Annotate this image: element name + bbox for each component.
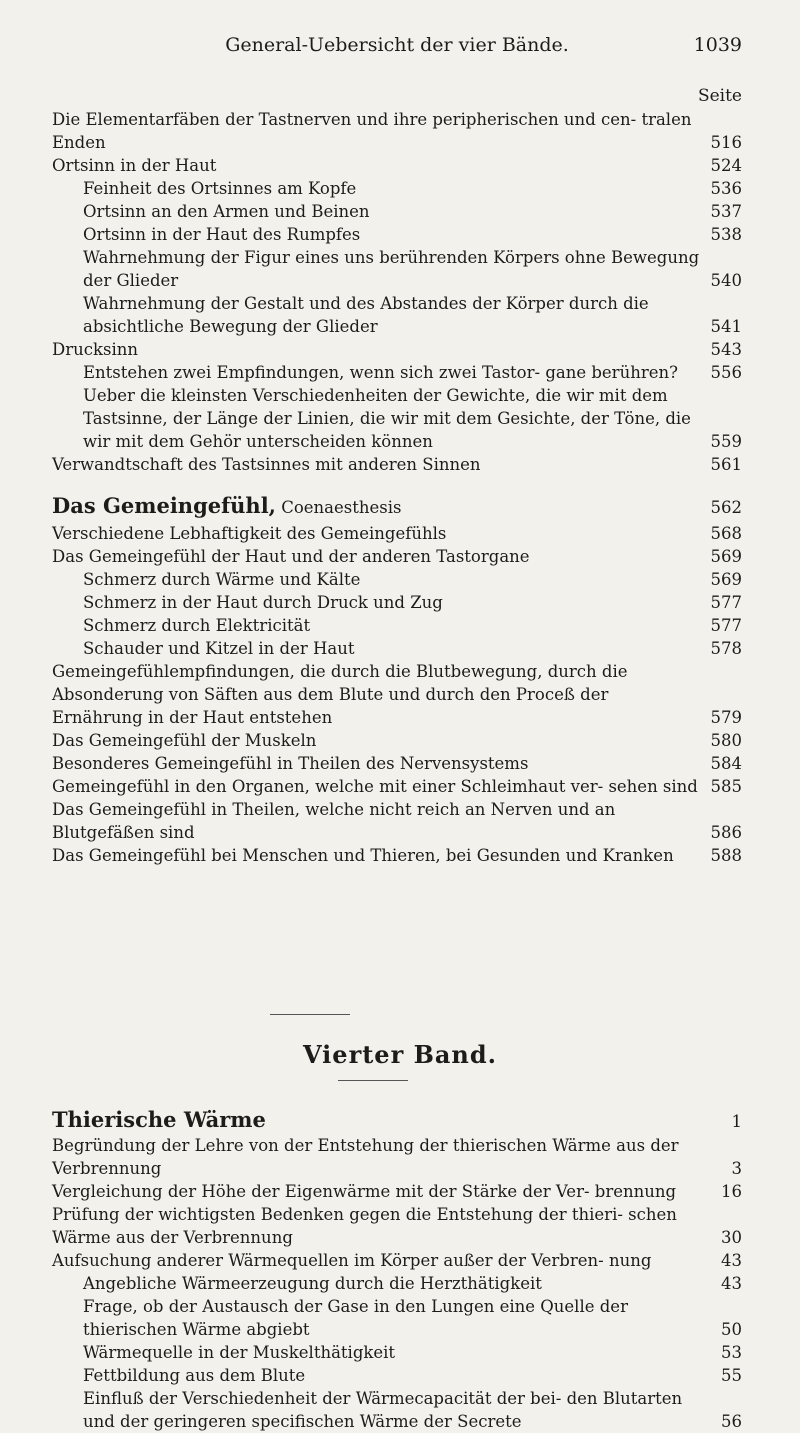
toc-entry xyxy=(52,637,742,660)
toc-entry-text: Besonderes Gemeingefühl in Theilen des Nervensystems xyxy=(52,754,529,773)
toc-entry-page: 578 xyxy=(710,639,742,658)
toc-entry-page: 577 xyxy=(710,593,742,612)
toc-entry xyxy=(52,1387,742,1433)
section-page: 1 xyxy=(731,1112,742,1131)
toc-entry xyxy=(52,200,742,223)
toc-entry xyxy=(52,338,742,361)
toc-entry-text: Aufsuchung anderer Wärmequellen im Körper außer der Verbren- nung xyxy=(52,1251,652,1270)
toc-entry-text: Drucksinn xyxy=(52,340,138,359)
toc-entry xyxy=(52,591,742,614)
toc-entry-text: Entstehen zwei Empfindungen, wenn sich zwei Tastor- gane berühren? xyxy=(83,363,678,382)
toc-entry xyxy=(52,223,742,246)
toc-section-waerme-heading xyxy=(52,1107,742,1135)
toc-entry xyxy=(52,752,742,775)
toc-entry-text: Schmerz in der Haut durch Druck und Zug xyxy=(83,593,443,612)
toc-entry-page: 580 xyxy=(710,731,742,750)
toc-entry-text: Verwandtschaft des Tastsinnes mit anderen Sinnen xyxy=(52,455,481,474)
toc-entry xyxy=(52,775,742,798)
toc-entry-text: Einfluß der Verschiedenheit der Wärmecapacität der bei- den Blutarten und der geringeren specifischen Wärme der Secrete xyxy=(83,1389,683,1431)
toc-entry xyxy=(52,729,742,752)
toc-entry xyxy=(52,522,742,545)
toc-entry-text: Schmerz durch Elektricität xyxy=(83,616,311,635)
band-title: Vierter Band. xyxy=(302,1040,497,1069)
toc-entry-page: 538 xyxy=(710,225,742,244)
toc-entry-text: Ortsinn in der Haut xyxy=(52,156,217,175)
toc-entry-text: Die Elementarfäben der Tastnerven und ihre peripherischen und cen- tralen Enden xyxy=(52,110,692,152)
toc-entry-page: 50 xyxy=(721,1320,742,1339)
toc-entry-text: Wahrnehmung der Figur eines uns berührenden Körpers ohne Bewegung der Glieder xyxy=(83,248,700,290)
toc-entry-page: 541 xyxy=(710,317,742,336)
toc-entry-text: Wärmequelle in der Muskelthätigkeit xyxy=(83,1343,396,1362)
toc-entry-page: 579 xyxy=(710,708,742,727)
seite-label: Seite xyxy=(697,86,742,106)
toc-entry-text: Vergleichung der Höhe der Eigenwärme mit der Stärke der Ver- brennung xyxy=(52,1182,677,1201)
toc-entry xyxy=(52,177,742,200)
toc-entry-text: Ortsinn an den Armen und Beinen xyxy=(83,202,370,221)
toc-entry-page: 43 xyxy=(721,1251,742,1270)
toc-entry xyxy=(52,453,742,476)
toc-entry-page: 569 xyxy=(710,547,742,566)
running-header xyxy=(52,34,742,64)
toc-entry-text: Angebliche Wärmeerzeugung durch die Herzthätigkeit xyxy=(83,1274,542,1293)
toc-entry-page: 537 xyxy=(710,202,742,221)
toc-entry xyxy=(52,1272,742,1295)
section-heading: Das Gemeingefühl, xyxy=(52,493,276,518)
toc-entry-page: 584 xyxy=(710,754,742,773)
toc-section-gemeingefuehl xyxy=(52,522,742,867)
toc-entry-page: 43 xyxy=(721,1274,742,1293)
toc-entry-page: 16 xyxy=(721,1182,742,1201)
toc-section-tastsinn xyxy=(52,108,742,476)
toc-entry-page: 559 xyxy=(710,432,742,451)
toc-entry-text: Das Gemeingefühl in Theilen, welche nicht reich an Nerven und an Blutgefäßen sind xyxy=(52,800,616,842)
toc-entry-page: 585 xyxy=(710,777,742,796)
toc-entry-text: Das Gemeingefühl der Haut und der anderen Tastorgane xyxy=(52,547,530,566)
toc-entry xyxy=(52,361,742,384)
toc-entry-page: 524 xyxy=(710,156,742,175)
page-number: 1039 xyxy=(693,34,742,56)
toc-entry xyxy=(52,384,742,453)
toc-entry-page: 516 xyxy=(710,133,742,152)
toc-entry-page: 540 xyxy=(710,271,742,290)
toc-entry-text: Feinheit des Ortsinnes am Kopfe xyxy=(83,179,357,198)
toc-entry-page: 30 xyxy=(721,1228,742,1247)
running-title: General-Uebersicht der vier Bände. xyxy=(225,34,569,56)
section-heading: Thierische Wärme xyxy=(52,1107,266,1132)
toc-entry xyxy=(52,1341,742,1364)
toc-entry-page: 536 xyxy=(710,179,742,198)
toc-entry xyxy=(52,1180,742,1203)
toc-entry-page: 568 xyxy=(710,524,742,543)
toc-entry-text: Gemeingefühl in den Organen, welche mit einer Schleimhaut ver- sehen sind xyxy=(52,777,698,796)
toc-entry xyxy=(52,292,742,338)
toc-entry xyxy=(52,1249,742,1272)
toc-entry-text: Gemeingefühlempfindungen, die durch die Blutbewegung, durch die Absonderung von Säften aus dem Blute und durch den Proceß der Ernährung in der Haut entstehen xyxy=(52,662,628,727)
toc-entry-text: Das Gemeingefühl bei Menschen und Thieren, bei Gesunden und Kranken xyxy=(52,846,674,865)
toc-entry xyxy=(52,1364,742,1387)
toc-entry-page: 3 xyxy=(731,1159,742,1178)
toc-entry xyxy=(52,154,742,177)
toc-entry xyxy=(52,614,742,637)
toc-entry-text: Schmerz durch Wärme und Kälte xyxy=(83,570,361,589)
section-heading-latin: Coenaesthesis xyxy=(281,498,402,517)
toc-entry-page: 53 xyxy=(721,1343,742,1362)
toc-entry-text: Das Gemeingefühl der Muskeln xyxy=(52,731,317,750)
toc-entry-page: 56 xyxy=(721,1412,742,1431)
toc-entry-text: Verschiedene Lebhaftigkeit des Gemeingefühls xyxy=(52,524,447,543)
toc-entry-text: Frage, ob der Austausch der Gase in den Lungen eine Quelle der thierischen Wärme abgiebt xyxy=(83,1297,628,1339)
toc-entry xyxy=(52,108,742,154)
toc-entry-page: 588 xyxy=(710,846,742,865)
separator-rule xyxy=(270,1014,350,1015)
toc-entry xyxy=(52,660,742,729)
toc-entry-text: Ortsinn in der Haut des Rumpfes xyxy=(83,225,361,244)
band-title-underline xyxy=(338,1080,408,1081)
toc-section-gemeingefuehl-heading xyxy=(52,493,742,521)
section-page: 562 xyxy=(710,498,742,517)
toc-entry-text: Prüfung der wichtigsten Bedenken gegen die Entstehung der thieri- schen Wärme aus der Verbrennung xyxy=(52,1205,677,1247)
toc-entry-text: Wahrnehmung der Gestalt und des Abstandes der Körper durch die absichtliche Bewegung der Glieder xyxy=(83,294,649,336)
toc-entry xyxy=(52,1134,742,1180)
toc-entry-text: Begründung der Lehre von der Entstehung der thierischen Wärme aus der Verbrennung xyxy=(52,1136,679,1178)
toc-entry-page: 586 xyxy=(710,823,742,842)
toc-entry-text: Ueber die kleinsten Verschiedenheiten der Gewichte, die wir mit dem Tastsinne, der Länge der Linien, die wir mit dem Gesichte, der Töne, die wir mit dem Gehör unterscheiden können xyxy=(83,386,691,451)
toc-entry-page: 556 xyxy=(710,363,742,382)
toc-entry-page: 569 xyxy=(710,570,742,589)
toc-entry-page: 561 xyxy=(710,455,742,474)
toc-entry-text: Schauder und Kitzel in der Haut xyxy=(83,639,355,658)
toc-entry xyxy=(52,545,742,568)
toc-entry xyxy=(52,1203,742,1249)
toc-entry xyxy=(52,568,742,591)
toc-entry-text: Fettbildung aus dem Blute xyxy=(83,1366,306,1385)
toc-entry xyxy=(52,1295,742,1341)
toc-entry-page: 55 xyxy=(721,1366,742,1385)
toc-entry-page: 577 xyxy=(710,616,742,635)
toc-section-waerme xyxy=(52,1134,742,1433)
toc-entry xyxy=(52,844,742,867)
toc-entry-page: 543 xyxy=(710,340,742,359)
toc-entry xyxy=(52,798,742,844)
toc-entry xyxy=(52,246,742,292)
